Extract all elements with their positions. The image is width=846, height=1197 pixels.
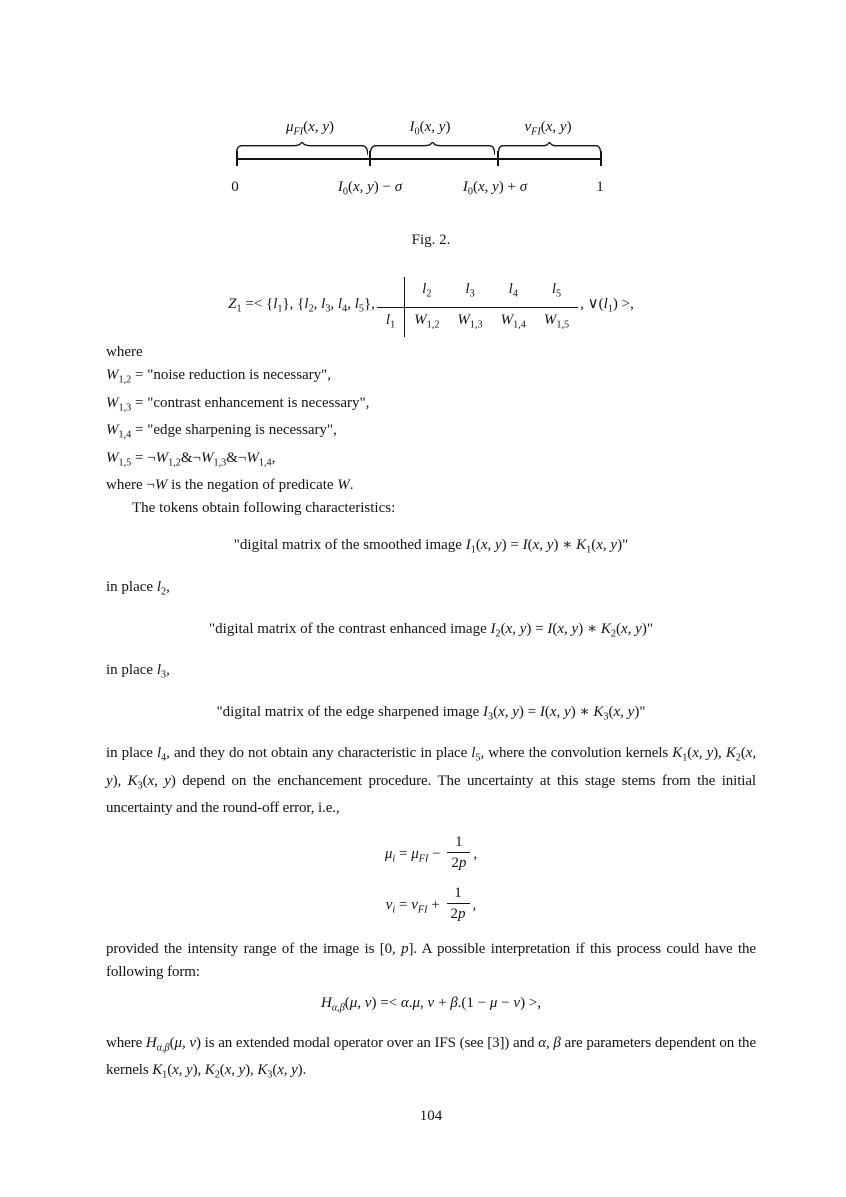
quote-sharpened-image: "digital matrix of the edge sharpened image $I_3(x$, y) = I(x, y) ∗ $K_3(x$, y)" <box>216 703 646 723</box>
z1-left: $Z_1 =< \{l_1\}$, {$l_2$, $l_3$, $l_4$, $l_5$}, <box>228 296 375 315</box>
axis-label-0: 0 <box>231 179 239 195</box>
z1-token-table <box>377 277 578 337</box>
z1-col-header: $l_3$ <box>448 277 491 307</box>
quote-contrast-image: "digital matrix of the contrast enhanced image $I_2(x$, y) = I(x, y) ∗ $K_2(x$, y)" <box>209 620 653 640</box>
w-definition-1-3: $W_{1,3}$ = "contrast enhancement is necessary", <box>106 394 370 414</box>
overbrace-right-icon <box>498 142 601 155</box>
z1-cell: $W_{1,4}$ <box>500 311 526 331</box>
axis-label-i0-minus-sigma: $I_0(x$, y) − σ <box>337 179 403 198</box>
brace-label-i0: $I_0(x$, y) <box>409 119 451 138</box>
z1-cell: $W_{1,2}$ <box>414 311 440 331</box>
where-label: where <box>106 344 143 361</box>
figure-2 <box>106 0 756 275</box>
z1-row-label: $l_1$ <box>377 307 405 337</box>
paragraph-provided: provided the intensity range of the image is [0, p]. A possible interpretation if this process could have the following form: <box>106 941 756 981</box>
paragraph-modal-operator: where $H_{\alpha,\beta}(\mu$, ν) is an extended modal operator over an IFS (see [3]) and α, β are parameters dependent on the kernels $K_1(x$, y), $K_2(x$, y), $K_3(x$, y). <box>106 1034 757 1081</box>
z1-right: , $\vee(l_1)$ >, <box>580 296 634 315</box>
equation-h: $H_{\alpha,\beta}(\mu$, ν) =< α.μ, ν + β.(1 − μ − ν) >, <box>320 995 542 1014</box>
w-definition-1-5: $W_{1,5}$ = $\neg W_{1,2}\&\neg W_{1,3}\&\neg W_{1,4}$, <box>106 449 276 469</box>
z1-col-header: $l_5$ <box>535 277 578 307</box>
w-definition-1-4: $W_{1,4}$ = "edge sharpening is necessary", <box>106 422 337 441</box>
brace-label-nu-fi: $\nu_{FI}(x$, y) <box>524 119 572 138</box>
z1-table-corner <box>377 277 405 307</box>
z1-cell: $W_{1,3}$ <box>457 311 483 331</box>
content <box>106 0 756 1128</box>
quote-smoothed-image: "digital matrix of the smoothed image $I_1(x$, y) = I(x, y) ∗ $K_1(x$, y)" <box>233 537 629 556</box>
z1-col-header: $l_4$ <box>492 277 535 307</box>
tick-mark-0 <box>236 151 238 166</box>
tokens-intro: The tokens obtain following characteristics: <box>132 500 396 517</box>
axis-label-i0-plus-sigma: $I_0(x$, y) + σ <box>462 179 528 198</box>
inplace-l3: in place $l_3$, <box>106 662 170 681</box>
z1-cell: $W_{1,5}$ <box>543 311 570 331</box>
brace-label-mu-fi: $\mu_{FI}(x$, y) <box>286 119 334 138</box>
overbrace-left-icon <box>236 142 368 155</box>
equation-z1 <box>106 277 756 337</box>
negation-note: where ¬W is the negation of predicate W. <box>106 477 354 494</box>
tick-mark-1 <box>600 151 602 166</box>
overbrace-middle-icon <box>370 142 495 155</box>
tick-mark-i0-minus-sigma <box>369 151 371 166</box>
number-line <box>236 158 601 160</box>
equation-nu: $\nu_i = \nu_{FI}$ + $\frac{1}{2p}$ , <box>385 885 477 923</box>
axis-label-1: 1 <box>596 179 604 195</box>
inplace-l2: in place $l_2$, <box>106 578 170 598</box>
z1-col-header: $l_2$ <box>405 277 449 307</box>
equation-mu: $\mu_i = \mu_{FI}$ − $\frac{1}{2p}$ , <box>384 834 478 872</box>
paragraph-kernels: in place $l_4$, and they do not obtain any characteristic in place $l_5$, where the convolution kernels $K_1(x$, y), $K_2(x$, y), $K_3(x$, y) depend on the enchancement procedure. The uncertainty at this stage stems from the initial uncertainty and the round-off error, i.e., <box>106 745 756 817</box>
w-definition-1-2: $W_{1,2}$ = "noise reduction is necessary", <box>106 367 332 386</box>
page-number: 104 <box>419 1108 443 1124</box>
tick-mark-i0-plus-sigma <box>497 151 499 166</box>
figure-caption: Fig. 2. <box>411 232 451 248</box>
